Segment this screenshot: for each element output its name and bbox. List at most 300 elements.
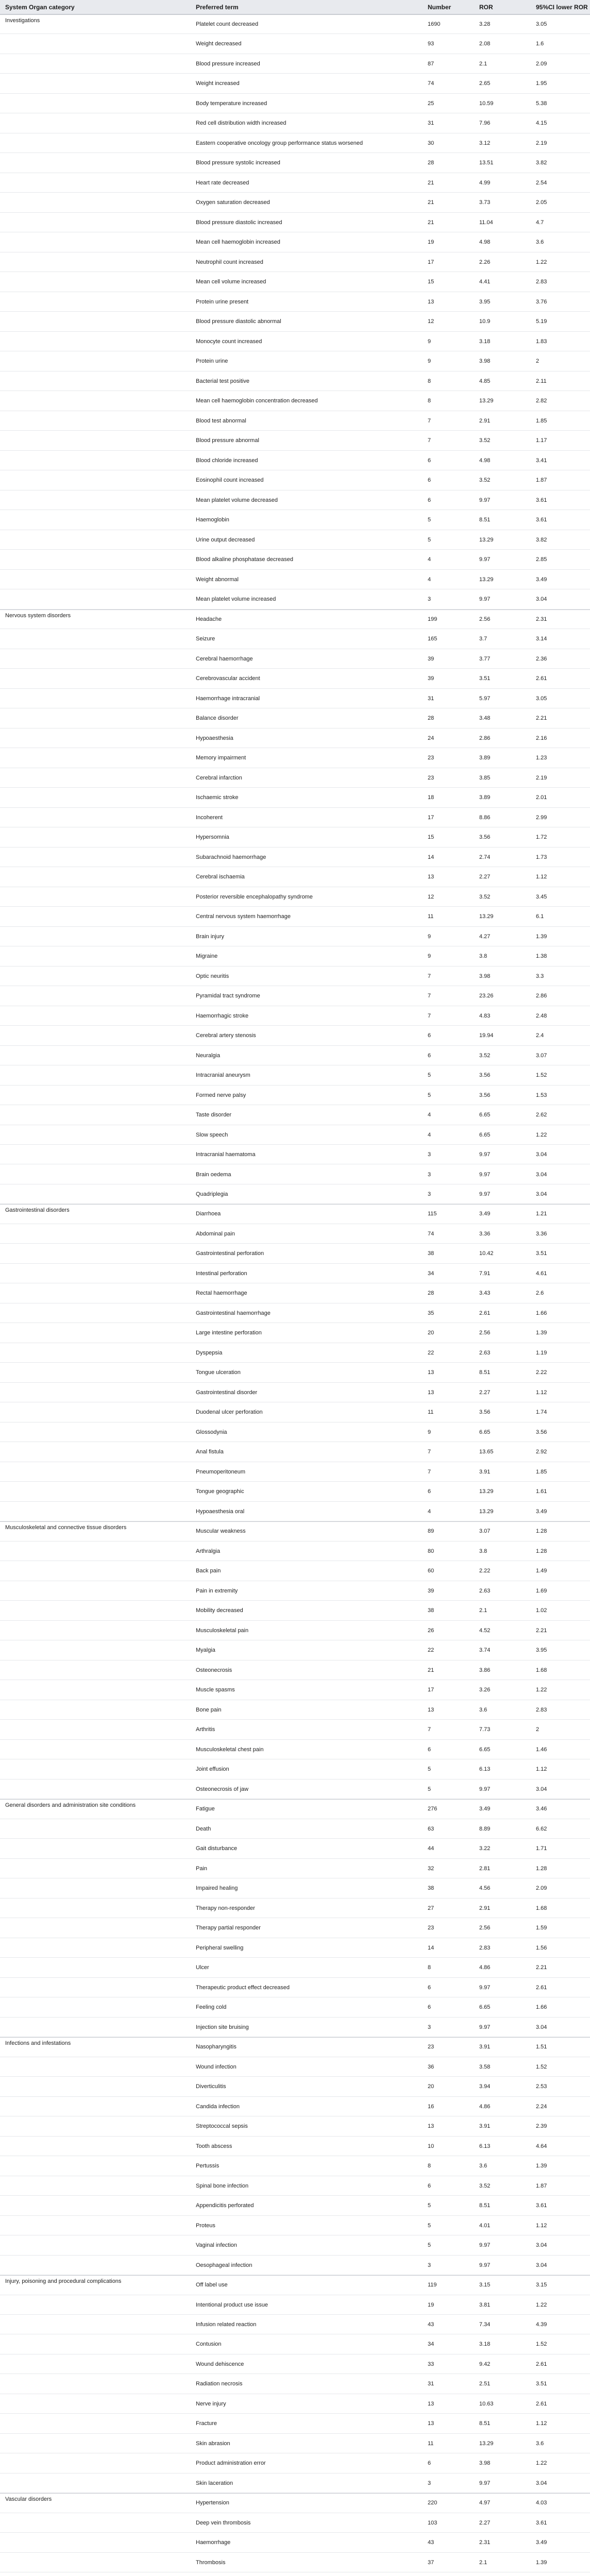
table-row bbox=[0, 967, 590, 986]
number-cell: 22 bbox=[428, 1349, 434, 1356]
number-cell: 87 bbox=[428, 60, 434, 67]
number-cell: 31 bbox=[428, 2381, 434, 2387]
ror-cell: 3.52 bbox=[479, 1052, 491, 1059]
table-row bbox=[0, 1997, 590, 2017]
ci-cell: 1.23 bbox=[536, 755, 547, 761]
preferred-term-cell: Blood pressure diastolic increased bbox=[196, 219, 282, 226]
ci-cell: 2.53 bbox=[536, 2083, 547, 2090]
ci-cell: 1.68 bbox=[536, 1905, 547, 1911]
ror-cell: 9.42 bbox=[479, 2361, 491, 2367]
number-cell: 5 bbox=[428, 1786, 431, 1792]
table-row bbox=[0, 629, 590, 649]
header-ror: ROR bbox=[479, 4, 493, 11]
number-cell: 21 bbox=[428, 179, 434, 186]
number-cell: 25 bbox=[428, 100, 434, 107]
ror-cell: 2.63 bbox=[479, 1587, 491, 1594]
preferred-term-cell: Heart rate decreased bbox=[196, 179, 249, 186]
ci-cell: 2.36 bbox=[536, 655, 547, 662]
ci-cell: 1.28 bbox=[536, 1528, 547, 1535]
ror-cell: 8.89 bbox=[479, 1825, 491, 1832]
preferred-term-cell: Formed nerve palsy bbox=[196, 1092, 246, 1098]
ci-cell: 1.39 bbox=[536, 2163, 547, 2170]
number-cell: 3 bbox=[428, 2024, 431, 2030]
ror-cell: 9.97 bbox=[479, 2480, 491, 2486]
ci-cell: 1.46 bbox=[536, 1746, 547, 1753]
ci-cell: 2.61 bbox=[536, 675, 547, 682]
preferred-term-cell: Arthritis bbox=[196, 1726, 215, 1733]
table-row bbox=[0, 14, 590, 34]
ci-cell: 3.04 bbox=[536, 1191, 547, 1197]
ci-cell: 1.12 bbox=[536, 1766, 547, 1773]
preferred-term-cell: Blood chloride increased bbox=[196, 457, 258, 464]
ror-cell: 3.81 bbox=[479, 2301, 491, 2308]
ror-cell: 2.91 bbox=[479, 1905, 491, 1911]
soc-label: Nervous system disorders bbox=[5, 612, 71, 619]
ci-cell: 2.09 bbox=[536, 1885, 547, 1892]
table-row bbox=[0, 848, 590, 867]
table-row bbox=[0, 1422, 590, 1442]
number-cell: 6 bbox=[428, 2004, 431, 2011]
table-row bbox=[0, 1640, 590, 1660]
table-row bbox=[0, 1402, 590, 1422]
ci-cell: 2.6 bbox=[536, 1290, 544, 1297]
soc-label: Gastrointestinal disorders bbox=[5, 1207, 70, 1214]
table-row bbox=[0, 1759, 590, 1779]
number-cell: 13 bbox=[428, 1706, 434, 1713]
ror-cell: 3.22 bbox=[479, 1845, 491, 1852]
number-cell: 13 bbox=[428, 1369, 434, 1376]
preferred-term-cell: Glossodynia bbox=[196, 1429, 227, 1435]
table-row bbox=[0, 2572, 590, 2576]
table-row bbox=[0, 1482, 590, 1501]
ci-cell: 2.19 bbox=[536, 774, 547, 781]
number-cell: 7 bbox=[428, 417, 431, 424]
preferred-term-cell: Mobility decreased bbox=[196, 1607, 243, 1614]
ci-cell: 1.12 bbox=[536, 874, 547, 880]
preferred-term-cell: Blood alkaline phosphatase decreased bbox=[196, 556, 293, 563]
ror-cell: 2.27 bbox=[479, 2519, 491, 2526]
preferred-term-cell: Contusion bbox=[196, 2341, 222, 2348]
ror-cell: 4.56 bbox=[479, 1885, 491, 1892]
number-cell: 5 bbox=[428, 1766, 431, 1773]
number-cell: 13 bbox=[428, 2123, 434, 2130]
number-cell: 38 bbox=[428, 1885, 434, 1892]
table-row bbox=[0, 34, 590, 54]
ci-cell: 1.72 bbox=[536, 834, 547, 841]
preferred-term-cell: Diarrhoea bbox=[196, 1211, 221, 1217]
ci-cell: 3.76 bbox=[536, 298, 547, 305]
ror-cell: 2.63 bbox=[479, 1349, 491, 1356]
table-row bbox=[0, 1561, 590, 1581]
ci-cell: 3.04 bbox=[536, 1171, 547, 1178]
ci-cell: 2 bbox=[536, 1726, 540, 1733]
ci-cell: 1.66 bbox=[536, 1310, 547, 1316]
ci-cell: 3.36 bbox=[536, 1230, 547, 1237]
ci-cell: 1.83 bbox=[536, 338, 547, 345]
table-row bbox=[0, 946, 590, 966]
preferred-term-cell: Pain bbox=[196, 1865, 208, 1872]
ci-cell: 2.11 bbox=[536, 378, 547, 384]
ror-cell: 3.89 bbox=[479, 794, 491, 801]
table-row bbox=[0, 451, 590, 470]
table-row bbox=[0, 1026, 590, 1045]
preferred-term-cell: Urine output decreased bbox=[196, 536, 255, 543]
ci-cell: 1.56 bbox=[536, 1944, 547, 1951]
ror-cell: 3.91 bbox=[479, 2123, 491, 2130]
table-row bbox=[0, 1740, 590, 1759]
number-cell: 220 bbox=[428, 2500, 437, 2506]
preferred-term-cell: Platelet count decreased bbox=[196, 21, 259, 27]
ci-cell: 3.07 bbox=[536, 1052, 547, 1059]
number-cell: 34 bbox=[428, 2341, 434, 2348]
table-row bbox=[0, 1204, 590, 1224]
ci-cell: 1.22 bbox=[536, 1131, 547, 1138]
table-row bbox=[0, 1165, 590, 1184]
preferred-term-cell: Injection site bruising bbox=[196, 2024, 249, 2030]
preferred-term-cell: Migraine bbox=[196, 953, 218, 960]
ci-cell: 1.52 bbox=[536, 1072, 547, 1079]
number-cell: 8 bbox=[428, 2163, 431, 2170]
preferred-term-cell: Brain injury bbox=[196, 933, 225, 940]
number-cell: 37 bbox=[428, 2559, 434, 2566]
ci-cell: 1.38 bbox=[536, 953, 547, 960]
number-cell: 31 bbox=[428, 120, 434, 127]
table-row bbox=[0, 1046, 590, 1065]
ci-cell: 3.6 bbox=[536, 2440, 544, 2447]
preferred-term-cell: Slow speech bbox=[196, 1131, 228, 1138]
preferred-term-cell: Mean platelet volume increased bbox=[196, 596, 276, 603]
preferred-term-cell: Product administration error bbox=[196, 2460, 266, 2467]
preferred-term-cell: Gastrointestinal perforation bbox=[196, 1250, 264, 1257]
table-row bbox=[0, 74, 590, 93]
ror-cell: 3.8 bbox=[479, 953, 487, 960]
ror-cell: 3.15 bbox=[479, 2282, 491, 2289]
ror-cell bbox=[479, 2572, 510, 2576]
number-cell: 6 bbox=[428, 1052, 431, 1059]
table-row bbox=[0, 2295, 590, 2315]
ci-cell: 1.52 bbox=[536, 2341, 547, 2348]
preferred-term-cell: Tongue ulceration bbox=[196, 1369, 241, 1376]
ci-cell: 3.61 bbox=[536, 2202, 547, 2209]
number-cell: 80 bbox=[428, 1548, 434, 1554]
table-row bbox=[0, 1938, 590, 1958]
ci-cell: 3.6 bbox=[536, 239, 544, 246]
table-row bbox=[0, 1502, 590, 1521]
ror-cell: 2.51 bbox=[479, 2381, 491, 2387]
ror-cell: 4.52 bbox=[479, 1627, 491, 1634]
ci-cell: 3.15 bbox=[536, 2282, 547, 2289]
ror-cell: 2.81 bbox=[479, 1865, 491, 1872]
table-row bbox=[0, 2453, 590, 2473]
ror-cell: 2.08 bbox=[479, 41, 491, 47]
preferred-term-cell: Oesophageal infection bbox=[196, 2262, 252, 2268]
preferred-term-cell: Peripheral swelling bbox=[196, 1944, 244, 1951]
table-row bbox=[0, 510, 590, 530]
table-row bbox=[0, 1125, 590, 1145]
ror-cell: 3.98 bbox=[479, 358, 491, 365]
number-cell: 23 bbox=[428, 2044, 434, 2050]
number-cell: 10 bbox=[428, 2143, 434, 2149]
ci-cell: 1.39 bbox=[536, 2559, 547, 2566]
number-cell: 4 bbox=[428, 1508, 431, 1515]
number-cell: 15 bbox=[428, 279, 434, 285]
ror-cell: 3.77 bbox=[479, 655, 491, 662]
ci-cell: 1.95 bbox=[536, 80, 547, 87]
preferred-term-cell: Therapy non-responder bbox=[196, 1905, 255, 1911]
preferred-term-cell: Headache bbox=[196, 616, 222, 622]
ror-cell: 3.91 bbox=[479, 1468, 491, 1475]
number-cell: 9 bbox=[428, 338, 431, 345]
ci-cell: 1.22 bbox=[536, 2460, 547, 2467]
number-cell: 6 bbox=[428, 457, 431, 464]
ci-cell: 1.02 bbox=[536, 1607, 547, 1614]
number-cell: 3 bbox=[428, 2480, 431, 2486]
preferred-term-cell: Blood test abnormal bbox=[196, 417, 246, 424]
ci-cell: 3.49 bbox=[536, 576, 547, 583]
table-row bbox=[0, 232, 590, 252]
number-cell: 3 bbox=[428, 2262, 431, 2268]
ror-cell: 2.56 bbox=[479, 1330, 491, 1336]
table-row bbox=[0, 411, 590, 431]
ci-cell: 3.04 bbox=[536, 2480, 547, 2486]
number-cell: 30 bbox=[428, 140, 434, 146]
preferred-term-cell: Mean cell volume increased bbox=[196, 279, 266, 285]
number-cell: 115 bbox=[428, 1211, 437, 1217]
number-cell: 17 bbox=[428, 1687, 434, 1693]
table-row bbox=[0, 589, 590, 609]
ci-cell: 1.66 bbox=[536, 2004, 547, 2011]
preferred-term-cell: Joint effusion bbox=[196, 1766, 229, 1773]
table-row bbox=[0, 1264, 590, 1283]
number-cell: 3 bbox=[428, 596, 431, 603]
preferred-term-cell: Death bbox=[196, 1825, 211, 1832]
ror-cell: 3.56 bbox=[479, 1092, 491, 1098]
header-number: Number bbox=[428, 4, 451, 11]
ror-cell: 8.51 bbox=[479, 2202, 491, 2209]
preferred-term-cell: Haemoglobin bbox=[196, 517, 229, 523]
ci-cell: 2.83 bbox=[536, 1706, 547, 1713]
ror-cell: 6.65 bbox=[479, 1131, 491, 1138]
ror-cell: 13.29 bbox=[479, 398, 494, 404]
number-cell: 21 bbox=[428, 219, 434, 226]
number-cell: 23 bbox=[428, 755, 434, 761]
preferred-term-cell: Infusion related reaction bbox=[196, 2321, 257, 2328]
table-row bbox=[0, 193, 590, 212]
ci-cell: 1.12 bbox=[536, 2222, 547, 2229]
ci-cell: 6.62 bbox=[536, 1825, 547, 1832]
table-row bbox=[0, 1978, 590, 1997]
ci-cell: 1.52 bbox=[536, 2063, 547, 2070]
ci-cell: 1.21 bbox=[536, 1211, 547, 1217]
soc-label: Vascular disorders bbox=[5, 2496, 52, 2503]
ci-cell: 2.21 bbox=[536, 1627, 547, 1634]
table-row bbox=[0, 391, 590, 411]
number-cell: 38 bbox=[428, 1607, 434, 1614]
preferred-term-cell: Pyramidal tract syndrome bbox=[196, 993, 260, 999]
ci-cell: 2.01 bbox=[536, 794, 547, 801]
preferred-term-cell: Cerebral infarction bbox=[196, 774, 242, 781]
table-row bbox=[0, 252, 590, 272]
ci-cell: 3.04 bbox=[536, 2242, 547, 2249]
table-row bbox=[0, 530, 590, 550]
preferred-term-cell: Blood pressure systolic increased bbox=[196, 160, 280, 166]
number-cell: 8 bbox=[428, 378, 431, 384]
ci-cell: 1.85 bbox=[536, 417, 547, 424]
preferred-term-cell: Red cell distribution width increased bbox=[196, 120, 286, 127]
table-row bbox=[0, 1799, 590, 1819]
ror-cell: 4.86 bbox=[479, 2103, 491, 2110]
table-row bbox=[0, 550, 590, 569]
number-cell: 7 bbox=[428, 437, 431, 444]
number-cell: 5 bbox=[428, 536, 431, 543]
ror-cell: 4.97 bbox=[479, 2500, 491, 2506]
ci-cell: 2.92 bbox=[536, 1449, 547, 1455]
preferred-term-cell: Skin laceration bbox=[196, 2480, 233, 2486]
preferred-term-cell: Mean platelet volume decreased bbox=[196, 497, 278, 503]
preferred-term-cell: Intestinal perforation bbox=[196, 1270, 247, 1277]
table-row bbox=[0, 2315, 590, 2334]
table-row bbox=[0, 1621, 590, 1640]
preferred-term-cell: Oxygen saturation decreased bbox=[196, 199, 270, 206]
ci-cell: 3.51 bbox=[536, 1250, 547, 1257]
number-cell: 28 bbox=[428, 160, 434, 166]
ror-cell: 8.51 bbox=[479, 517, 491, 523]
number-cell: 6 bbox=[428, 497, 431, 503]
number-cell: 11 bbox=[428, 1409, 434, 1416]
ror-cell: 3.89 bbox=[479, 755, 491, 761]
preferred-term-cell: Neuralgia bbox=[196, 1052, 221, 1059]
number-cell: 20 bbox=[428, 1330, 434, 1336]
ror-cell: 10.9 bbox=[479, 318, 491, 325]
preferred-term-cell: Haemorrhagic stroke bbox=[196, 1012, 249, 1019]
ci-cell: 1.69 bbox=[536, 1587, 547, 1594]
table-row bbox=[0, 887, 590, 907]
preferred-term-cell: Musculoskeletal chest pain bbox=[196, 1746, 264, 1753]
ror-cell: 9.97 bbox=[479, 2242, 491, 2249]
table-row bbox=[0, 1184, 590, 1204]
table-row bbox=[0, 312, 590, 331]
ci-cell: 2.61 bbox=[536, 2361, 547, 2367]
ror-cell: 8.86 bbox=[479, 814, 491, 821]
number-cell: 17 bbox=[428, 259, 434, 265]
ror-cell: 4.27 bbox=[479, 933, 491, 940]
number-cell: 6 bbox=[428, 477, 431, 484]
ror-cell: 9.97 bbox=[479, 1984, 491, 1991]
preferred-term-cell: Mean cell haemoglobin concentration decreased bbox=[196, 398, 318, 404]
number-cell: 9 bbox=[428, 953, 431, 960]
table-row bbox=[0, 1521, 590, 1541]
number-cell: 7 bbox=[428, 1468, 431, 1475]
ror-cell: 2.1 bbox=[479, 1607, 487, 1614]
table-row bbox=[0, 1303, 590, 1323]
number-cell: 23 bbox=[428, 1925, 434, 1931]
ror-cell: 4.98 bbox=[479, 457, 491, 464]
ci-cell: 2.61 bbox=[536, 2400, 547, 2407]
number-cell: 19 bbox=[428, 2301, 434, 2308]
number-cell: 43 bbox=[428, 2321, 434, 2328]
ci-cell: 3.56 bbox=[536, 1429, 547, 1435]
number-cell: 9 bbox=[428, 1429, 431, 1435]
table-row bbox=[0, 2434, 590, 2453]
table-row bbox=[0, 1006, 590, 1026]
number-cell: 12 bbox=[428, 893, 434, 900]
ci-cell: 2.82 bbox=[536, 398, 547, 404]
ci-cell: 2.48 bbox=[536, 1012, 547, 1019]
preferred-term-cell: Mean cell haemoglobin increased bbox=[196, 239, 280, 246]
ci-cell: 1.19 bbox=[536, 1349, 547, 1356]
number-cell bbox=[428, 2572, 459, 2576]
preferred-term-cell: Seizure bbox=[196, 636, 215, 642]
number-cell: 8 bbox=[428, 398, 431, 404]
number-cell: 60 bbox=[428, 1568, 434, 1574]
ror-cell: 3.56 bbox=[479, 1072, 491, 1079]
preferred-term-cell: Nerve injury bbox=[196, 2400, 226, 2407]
table-row bbox=[0, 669, 590, 688]
ror-cell: 9.97 bbox=[479, 1151, 491, 1158]
ci-cell: 3.61 bbox=[536, 517, 547, 523]
preferred-term-cell: Intracranial aneurysm bbox=[196, 1072, 250, 1079]
number-cell: 43 bbox=[428, 2539, 434, 2546]
table-row bbox=[0, 1105, 590, 1125]
soc-label: Musculoskeletal and connective tissue disorders bbox=[5, 1524, 127, 1531]
number-cell: 199 bbox=[428, 616, 437, 622]
ror-cell: 3.56 bbox=[479, 1409, 491, 1416]
ror-cell: 4.85 bbox=[479, 378, 491, 384]
number-cell: 7 bbox=[428, 1726, 431, 1733]
ror-cell: 3.36 bbox=[479, 1230, 491, 1237]
ci-cell: 4.64 bbox=[536, 2143, 547, 2149]
number-cell: 13 bbox=[428, 298, 434, 305]
ci-cell bbox=[536, 2572, 582, 2576]
ror-cell: 5.97 bbox=[479, 695, 491, 702]
table-row bbox=[0, 272, 590, 292]
ror-cell: 3.91 bbox=[479, 2044, 491, 2050]
preferred-term-cell: Protein urine bbox=[196, 358, 228, 365]
number-cell: 89 bbox=[428, 1528, 434, 1535]
ci-cell: 1.12 bbox=[536, 1389, 547, 1396]
preferred-term-cell: Hypoaesthesia oral bbox=[196, 1508, 245, 1515]
preferred-term-cell: Diverticulitis bbox=[196, 2083, 226, 2090]
preferred-term-cell: Protein urine present bbox=[196, 298, 249, 305]
number-cell: 15 bbox=[428, 834, 434, 841]
table-row bbox=[0, 649, 590, 669]
preferred-term-cell: Ulcer bbox=[196, 1964, 209, 1971]
ci-cell: 3.61 bbox=[536, 497, 547, 503]
ci-cell: 3.95 bbox=[536, 1647, 547, 1654]
table-row bbox=[0, 113, 590, 133]
number-cell: 32 bbox=[428, 1865, 434, 1872]
preferred-term-cell: Incoherent bbox=[196, 814, 223, 821]
preferred-term-cell: Osteonecrosis bbox=[196, 1667, 232, 1673]
table-row bbox=[0, 1383, 590, 1402]
preferred-term-cell: Therapy partial responder bbox=[196, 1925, 261, 1931]
ci-cell: 1.39 bbox=[536, 933, 547, 940]
table-row bbox=[0, 1283, 590, 1303]
ci-cell: 1.28 bbox=[536, 1865, 547, 1872]
number-cell: 13 bbox=[428, 2400, 434, 2407]
table-row bbox=[0, 1601, 590, 1620]
number-cell: 20 bbox=[428, 2083, 434, 2090]
ci-cell: 4.7 bbox=[536, 219, 544, 226]
ci-cell: 2.09 bbox=[536, 60, 547, 67]
ror-cell: 2.74 bbox=[479, 854, 491, 860]
ci-cell: 3.46 bbox=[536, 1806, 547, 1812]
ci-cell: 1.22 bbox=[536, 1687, 547, 1693]
ci-cell: 1.12 bbox=[536, 2420, 547, 2427]
ci-cell: 1.87 bbox=[536, 2182, 547, 2189]
table-row bbox=[0, 2156, 590, 2176]
ci-cell: 2.31 bbox=[536, 616, 547, 622]
